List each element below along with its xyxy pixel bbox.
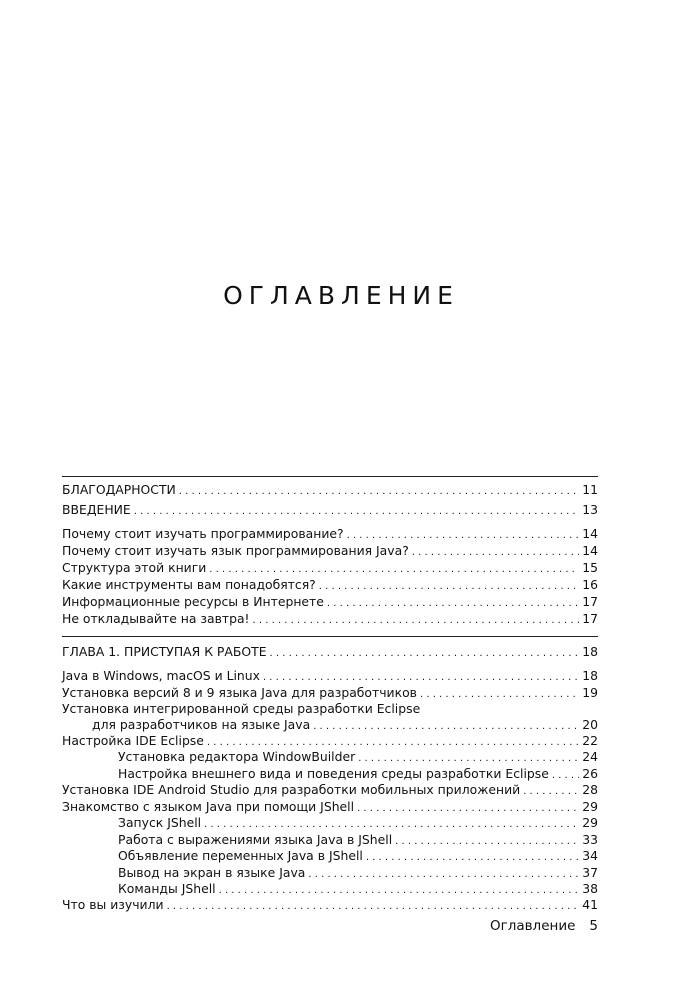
toc-entry-label: Установка редактора WindowBuilder: [118, 749, 356, 764]
toc-entry-page: 17: [582, 594, 598, 609]
toc-entry[interactable]: [62, 667, 598, 684]
toc-entry[interactable]: [118, 880, 598, 897]
toc-entry-label: для разработчиков на языке Java: [92, 717, 311, 732]
dot-leader: [167, 898, 580, 915]
toc-entry-label: Почему стоит изучать программирование?: [62, 526, 344, 541]
toc-entry-page: 28: [582, 782, 598, 797]
toc-entry-label: Установка версий 8 и 9 языка Java для разработчиков: [62, 685, 417, 700]
toc-entry[interactable]: [62, 684, 598, 701]
toc-entry[interactable]: [118, 748, 598, 765]
toc-entry-label: Структура этой книги: [62, 560, 207, 575]
toc-entry[interactable]: [92, 716, 598, 733]
toc-entry[interactable]: [62, 798, 598, 815]
page-number: 5: [589, 918, 598, 934]
toc-entry-label: Почему стоит изучать язык программирования Java?: [62, 543, 409, 558]
toc-entry-page: 15: [582, 560, 598, 575]
page-footer: [490, 918, 598, 934]
toc-entry-label: ВВЕДЕНИЕ: [62, 502, 131, 517]
toc-entry[interactable]: [62, 593, 598, 610]
toc-entry-page: 18: [582, 644, 598, 659]
toc-entry-label: Работа с выражениями языка Java в JShell: [118, 832, 393, 847]
toc-entry-label: Информационные ресурсы в Интернете: [62, 594, 324, 609]
toc-entry-label: Запуск JShell: [118, 815, 202, 830]
dot-leader: [270, 645, 580, 662]
toc-entry-page: 17: [582, 611, 598, 626]
toc-entry[interactable]: [118, 864, 598, 881]
toc-entry-page: 13: [582, 502, 598, 517]
toc-entry-label: Что вы изучили: [62, 897, 164, 912]
toc-entry-label: Установка IDE Android Studio для разработки мобильных приложений: [62, 782, 521, 797]
toc-entry-introduction[interactable]: [62, 501, 598, 518]
toc-entry-page: 33: [582, 832, 598, 847]
page-title: ОГЛАВЛЕНИЕ: [223, 281, 459, 310]
toc-entry-page: 29: [582, 815, 598, 830]
toc-entry-page: 16: [582, 577, 598, 592]
toc-entry-page: 34: [582, 848, 598, 863]
toc-entry[interactable]: [62, 700, 598, 717]
toc-entry-label: Знакомство с языком Java при помощи JShell: [62, 799, 355, 814]
toc-entry[interactable]: [62, 525, 598, 542]
toc-entry-label: БЛАГОДАРНОСТИ: [62, 482, 176, 497]
toc-entry-label: Java в Windows, macOS и Linux: [62, 668, 260, 683]
toc-entry[interactable]: [62, 610, 598, 627]
toc-entry-label: Какие инструменты вам понадобятся?: [62, 577, 316, 592]
toc-entry[interactable]: [118, 765, 598, 782]
toc-entry-label: ГЛАВА 1. ПРИСТУПАЯ К РАБОТЕ: [62, 644, 267, 659]
toc-entry-label: Команды JShell: [118, 881, 216, 896]
toc-entry[interactable]: [62, 781, 598, 798]
toc-entry-page: 19: [582, 685, 598, 700]
toc-entry-label: Объявление переменных Java в JShell: [118, 848, 363, 863]
toc-entry-page: 37: [582, 865, 598, 880]
toc-entry-page: 22: [582, 733, 598, 748]
toc-entry[interactable]: [62, 542, 598, 559]
dot-leader: [253, 612, 580, 629]
toc-entry-page: 41: [582, 897, 598, 912]
dot-leader: [179, 483, 579, 500]
dot-leader: [134, 503, 579, 520]
toc-entry-label: Установка интегрированной среды разработки Eclipse: [62, 701, 421, 716]
toc-entry[interactable]: [118, 831, 598, 848]
toc-entry-page: 20: [582, 717, 598, 732]
toc-entry[interactable]: [118, 847, 598, 864]
toc-entry-page: 38: [582, 881, 598, 896]
toc-entry-page: 18: [582, 668, 598, 683]
toc-entry-page: 14: [582, 526, 598, 541]
toc-entry-page: 11: [582, 482, 598, 497]
running-footer-title: Оглавление: [489, 918, 576, 934]
toc-entry[interactable]: [118, 814, 598, 831]
toc-entry-page: 14: [582, 543, 598, 558]
toc-entry-page: 24: [582, 749, 598, 764]
toc-entry-label: Не откладывайте на завтра!: [62, 611, 250, 626]
toc-entry-page: 26: [582, 766, 598, 781]
chapter-divider: [62, 636, 598, 637]
toc-entry-label: Настройка внешнего вида и поведения среды разработки Eclipse: [118, 766, 549, 781]
toc-entry-acknowledgements[interactable]: [62, 481, 598, 498]
toc-entry-label: Вывод на экран в языке Java: [118, 865, 306, 880]
toc-entry-chapter-1[interactable]: [62, 643, 598, 660]
toc-entry[interactable]: [62, 896, 598, 913]
toc-entry-label: Настройка IDE Eclipse: [62, 733, 204, 748]
toc-entry-page: 29: [582, 799, 598, 814]
toc-entry[interactable]: [62, 559, 598, 576]
toc-entry[interactable]: [62, 576, 598, 593]
toc-entry[interactable]: [62, 732, 598, 749]
top-divider: [62, 476, 598, 477]
